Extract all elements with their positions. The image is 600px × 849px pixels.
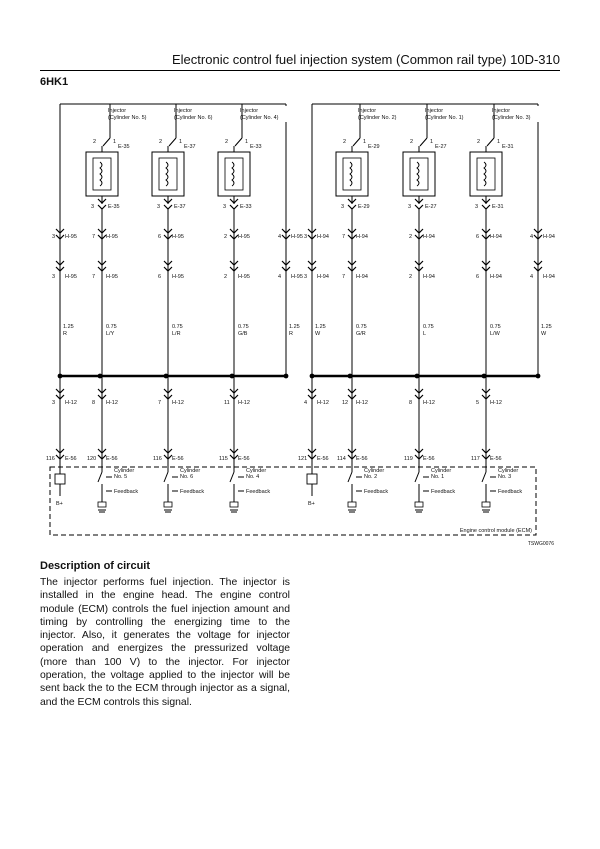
harness-connector-lower-label: H-94: [490, 274, 502, 280]
lower-connector-pin: 5: [476, 400, 480, 406]
engine-model-label: 6HK1: [40, 76, 69, 88]
harness-connector-upper-label: H-95: [106, 234, 118, 240]
wire-color: L/R: [172, 331, 181, 337]
injector-label: Injector: [108, 108, 127, 114]
supply-harness-pin-upper: 3: [304, 234, 308, 240]
injector-body: [152, 152, 184, 196]
injector-pin-3: 3: [475, 204, 479, 210]
ecm-resistor: [230, 502, 238, 507]
wire-size: 0.75: [238, 324, 249, 330]
injector-connector: E-37: [184, 144, 196, 150]
harness-pin-upper: 2: [224, 234, 228, 240]
description-body: The injector performs fuel injection. The injector is installed in the engine head. The engine control module (ECM) controls the fuel injection amount and timing by controlling the energizing time to the injector. Also, it generates the voltage for injector operation and energizes the pressurized voltage (more than 100 V) to the injector. For injector operation, the voltage applied to the injector will be sent back the to the ECM through injector as a signal, and the ECM controls this signal.: [40, 577, 290, 708]
ecm-switch-icon: [230, 472, 234, 482]
injector-pin-3: 3: [91, 204, 95, 210]
injector-pin-1: 1: [245, 139, 249, 145]
harness-connector-upper-label: H-95: [172, 234, 184, 240]
harness-pin-upper: 7: [342, 234, 346, 240]
ecm-switch-icon: [98, 472, 102, 482]
injector-connector-bottom-label: E-35: [108, 204, 120, 210]
lower-connector-pin: 11: [224, 400, 230, 406]
injector-connector-bottom-label: E-37: [174, 204, 186, 210]
feedback-label: Feedback: [180, 489, 205, 495]
ecm-pin: 116: [153, 456, 162, 462]
ecm-cylinder-label: Cylinder: [246, 468, 267, 474]
injector-cylinder-label: (Cylinder No. 6): [174, 115, 213, 121]
injector-pin-2: 2: [225, 139, 229, 145]
injector-pin-2: 2: [93, 139, 97, 145]
lower-connector-label: H-12: [172, 400, 184, 406]
supply-ecm-connector: E-56: [317, 456, 329, 462]
supply-harness-pin-upper: 4: [530, 234, 534, 240]
supply-ecm-connector: E-56: [65, 456, 77, 462]
supply-wire-color: R: [63, 331, 67, 337]
injector-pin-3: 3: [157, 204, 161, 210]
supply-harness-connector-upper-label: H-94: [543, 234, 555, 240]
injector-pin-1: 1: [113, 139, 117, 145]
injector-wiring-diagram: [40, 90, 560, 550]
lower-connector-pin: 8: [92, 400, 96, 406]
ecm-resistor: [164, 502, 172, 507]
feedback-label: Feedback: [246, 489, 271, 495]
feedback-label: Feedback: [498, 489, 523, 495]
injector-connector: E-35: [118, 144, 130, 150]
injector-body: [86, 152, 118, 196]
injector-pin-1: 1: [430, 139, 434, 145]
injector-pin-2: 2: [159, 139, 163, 145]
injector-label: Injector: [240, 108, 259, 114]
supply-harness-connector-lower-label: H-95: [291, 274, 303, 280]
ecm-connector: E-56: [238, 456, 250, 462]
harness-connector-upper-label: H-94: [423, 234, 435, 240]
supply-harness-connector-lower-label: H-94: [543, 274, 555, 280]
injector-pin-lead: [103, 138, 110, 146]
supply-wire-size: 1.25: [541, 324, 552, 330]
supply-harness-pin-lower: 3: [52, 274, 56, 280]
ecm-switch-icon: [348, 472, 352, 482]
wire-color: L/W: [490, 331, 500, 337]
injector-label: Injector: [174, 108, 193, 114]
ecm-label: Engine control module (ECM): [459, 528, 532, 534]
harness-connector-upper-label: H-94: [356, 234, 368, 240]
injector-cylinder-label: (Cylinder No. 5): [108, 115, 147, 121]
ecm-cylinder-no: No. 2: [364, 474, 378, 480]
bus-junction: [536, 374, 541, 379]
ecm-pin: 115: [219, 456, 228, 462]
supply-harness-connector-upper-label: H-94: [317, 234, 329, 240]
supply-wire-size: 1.25: [63, 324, 74, 330]
injector-pin-lead: [420, 138, 427, 146]
ecm-pin: 114: [337, 456, 346, 462]
supply-capacitor-icon: [307, 474, 317, 484]
harness-pin-lower: 2: [409, 274, 413, 280]
ecm-resistor: [415, 502, 423, 507]
injector-connector-bottom-label: E-29: [358, 204, 370, 210]
injector-pin-3: 3: [408, 204, 412, 210]
injector-body: [218, 152, 250, 196]
ecm-cylinder-label: Cylinder: [498, 468, 519, 474]
supply-harness-pin-upper: 4: [278, 234, 282, 240]
battery-plus-label: B+: [308, 501, 315, 507]
harness-pin-lower: 2: [224, 274, 228, 280]
supply-harness-connector-lower-label: H-94: [317, 274, 329, 280]
injector-connector-bottom-label: E-27: [425, 204, 437, 210]
ecm-cylinder-no: No. 4: [246, 474, 260, 480]
supply-wire-color: W: [315, 331, 321, 337]
injector-pin-1: 1: [363, 139, 367, 145]
wire-color: L: [423, 331, 427, 337]
lower-connector-label: H-12: [238, 400, 250, 406]
injector-pin-3: 3: [223, 204, 227, 210]
battery-plus-label: B+: [56, 501, 63, 507]
wire-color: G/R: [356, 331, 366, 337]
lower-connector-label: H-12: [106, 400, 118, 406]
injector-cylinder-label: (Cylinder No. 4): [240, 115, 279, 121]
ecm-connector: E-56: [423, 456, 435, 462]
ecm-switch-icon: [164, 472, 168, 482]
harness-pin-upper: 7: [92, 234, 96, 240]
injector-pin-3: 3: [341, 204, 345, 210]
lower-connector-label: H-12: [490, 400, 502, 406]
header-rule: [40, 70, 560, 71]
wire-size: 0.75: [106, 324, 117, 330]
feedback-label: Feedback: [431, 489, 456, 495]
supply-harness-pin-lower: 3: [304, 274, 308, 280]
injector-connector: E-27: [435, 144, 447, 150]
wire-color: L/Y: [106, 331, 115, 337]
harness-pin-lower: 6: [158, 274, 162, 280]
harness-pin-lower: 6: [476, 274, 480, 280]
injector-label: Injector: [492, 108, 511, 114]
supply-lower-connector-label: H-12: [65, 400, 77, 406]
ecm-resistor: [482, 502, 490, 507]
ecm-cylinder-no: No. 1: [431, 474, 445, 480]
injector-body: [403, 152, 435, 196]
injector-pin-1: 1: [179, 139, 183, 145]
injector-pin-lead: [235, 138, 242, 146]
supply-harness-pin-lower: 4: [530, 274, 534, 280]
ecm-connector: E-56: [490, 456, 502, 462]
ecm-cylinder-label: Cylinder: [364, 468, 385, 474]
injector-cylinder-label: (Cylinder No. 3): [492, 115, 531, 121]
supply-harness-connector-lower-label: H-95: [65, 274, 77, 280]
wire-size: 0.75: [423, 324, 434, 330]
ecm-pin: 117: [471, 456, 480, 462]
feedback-label: Feedback: [114, 489, 139, 495]
injector-pin-lead: [487, 138, 494, 146]
harness-pin-lower: 7: [342, 274, 346, 280]
ecm-cylinder-no: No. 6: [180, 474, 194, 480]
lower-connector-pin: 8: [409, 400, 413, 406]
wire-color: G/B: [238, 331, 248, 337]
ecm-resistor: [98, 502, 106, 507]
ecm-switch-icon: [415, 472, 419, 482]
harness-connector-lower-label: H-94: [423, 274, 435, 280]
harness-pin-lower: 7: [92, 274, 96, 280]
feedback-label: Feedback: [364, 489, 389, 495]
supply-wire-color: W: [541, 331, 547, 337]
supply-wire-size: 1.25: [315, 324, 326, 330]
page-header: Electronic control fuel injection system (Common rail type) 10D-310: [172, 52, 560, 67]
injector-label: Injector: [425, 108, 444, 114]
injector-connector: E-31: [502, 144, 514, 150]
injector-pin-2: 2: [343, 139, 347, 145]
harness-pin-upper: 6: [476, 234, 480, 240]
ecm-cylinder-no: No. 5: [114, 474, 128, 480]
supply-capacitor-icon: [55, 474, 65, 484]
lower-connector-pin: 7: [158, 400, 162, 406]
harness-connector-lower-label: H-94: [356, 274, 368, 280]
supply-ecm-pin: 121: [298, 456, 308, 462]
ecm-switch-icon: [482, 472, 486, 482]
ecm-cylinder-label: Cylinder: [431, 468, 452, 474]
ecm-resistor: [348, 502, 356, 507]
supply-harness-pin-upper: 3: [52, 234, 56, 240]
figure-code: TSWG0076: [527, 541, 554, 547]
injector-connector: E-33: [250, 144, 262, 150]
harness-connector-lower-label: H-95: [106, 274, 118, 280]
supply-ecm-pin: 116: [46, 456, 55, 462]
ecm-cylinder-label: Cylinder: [180, 468, 201, 474]
lower-connector-label: H-12: [423, 400, 435, 406]
harness-connector-lower-label: H-95: [172, 274, 184, 280]
supply-wire-color: R: [289, 331, 293, 337]
injector-connector-bottom-label: E-33: [240, 204, 252, 210]
supply-harness-connector-upper-label: H-95: [65, 234, 77, 240]
wire-size: 0.75: [490, 324, 501, 330]
supply-harness-connector-upper-label: H-95: [291, 234, 303, 240]
ecm-cylinder-no: No. 3: [498, 474, 512, 480]
injector-cylinder-label: (Cylinder No. 1): [425, 115, 464, 121]
ecm-cylinder-label: Cylinder: [114, 468, 135, 474]
injector-pin-lead: [169, 138, 176, 146]
supply-wire-size: 1.25: [289, 324, 300, 330]
injector-body: [336, 152, 368, 196]
injector-pin-lead: [353, 138, 360, 146]
injector-cylinder-label: (Cylinder No. 2): [358, 115, 397, 121]
injector-body: [470, 152, 502, 196]
injector-connector: E-29: [368, 144, 380, 150]
wire-size: 0.75: [356, 324, 367, 330]
harness-connector-upper-label: H-95: [238, 234, 250, 240]
injector-label: Injector: [358, 108, 377, 114]
harness-connector-lower-label: H-95: [238, 274, 250, 280]
lower-connector-pin: 12: [342, 400, 349, 406]
ecm-connector: E-56: [172, 456, 184, 462]
ecm-connector: E-56: [106, 456, 118, 462]
supply-lower-pin: 4: [304, 400, 308, 406]
ecm-pin: 120: [87, 456, 97, 462]
harness-connector-upper-label: H-94: [490, 234, 502, 240]
injector-pin-2: 2: [477, 139, 481, 145]
supply-harness-pin-lower: 4: [278, 274, 282, 280]
injector-connector-bottom-label: E-31: [492, 204, 504, 210]
ecm-pin: 119: [404, 456, 413, 462]
harness-pin-upper: 2: [409, 234, 413, 240]
description-title: Description of circuit: [40, 560, 151, 572]
wire-size: 0.75: [172, 324, 183, 330]
injector-pin-2: 2: [410, 139, 414, 145]
ecm-connector: E-56: [356, 456, 368, 462]
lower-connector-label: H-12: [356, 400, 368, 406]
bus-junction: [284, 374, 289, 379]
supply-lower-connector-label: H-12: [317, 400, 329, 406]
harness-pin-upper: 6: [158, 234, 162, 240]
injector-pin-1: 1: [497, 139, 501, 145]
supply-lower-pin: 3: [52, 400, 56, 406]
